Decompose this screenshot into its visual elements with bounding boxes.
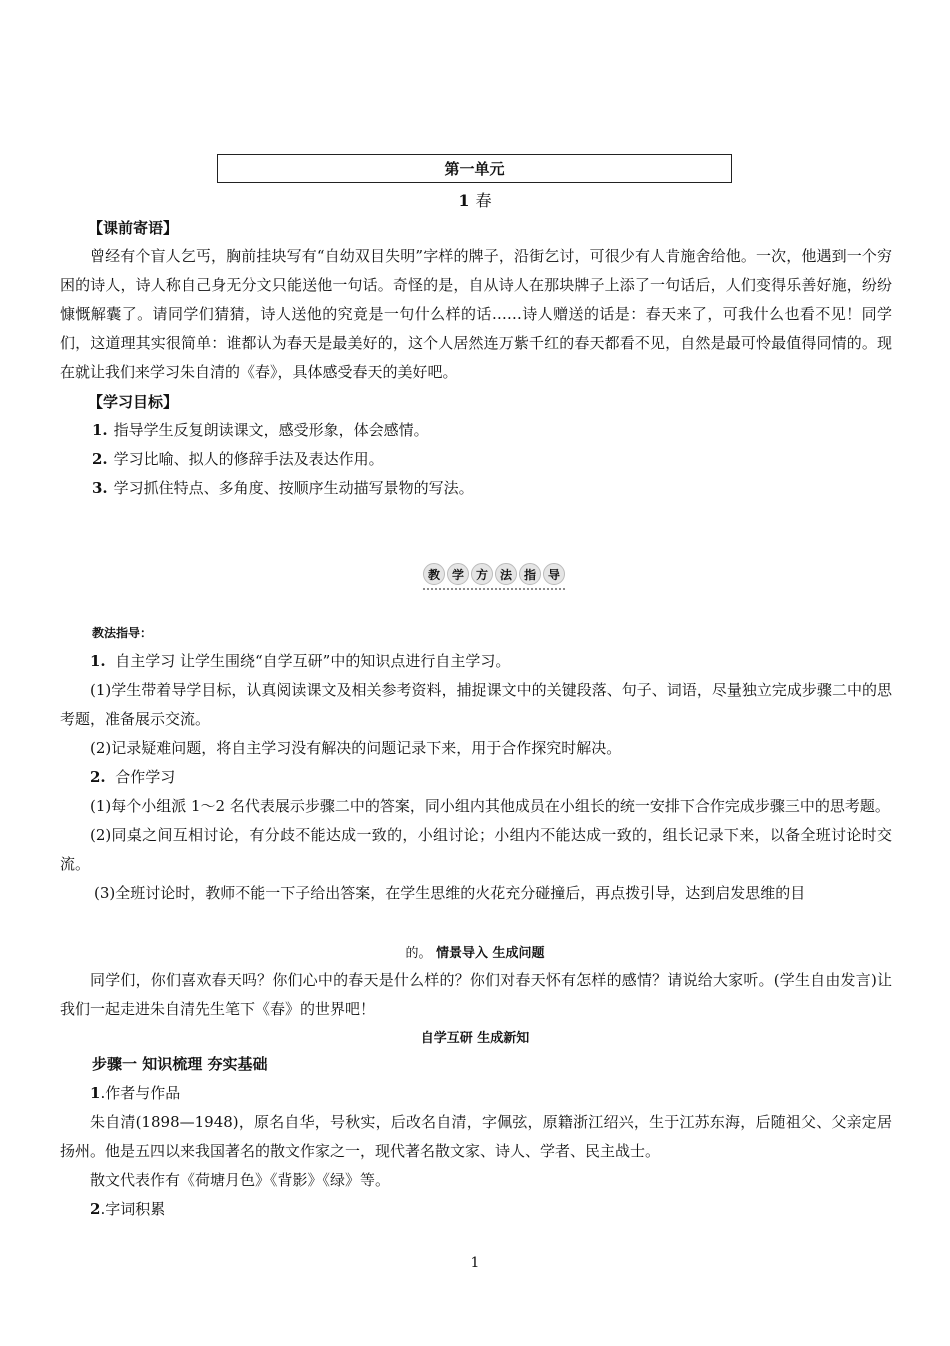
goal-item: 1. 指导学生反复朗读课文，感受形象，体会感情。 — [92, 421, 429, 439]
teaching-method-banner — [423, 562, 565, 586]
preface-paragraph — [60, 242, 892, 387]
guide-line: (3)全班讨论时，教师不能一下子给出答案，在学生思维的火花充分碰撞后，再点拨引导，达到启发思维的目 — [94, 884, 806, 902]
guide-body — [60, 647, 892, 908]
lesson-number: 1 — [458, 191, 470, 210]
step-line: 2.字词积累 — [90, 1200, 166, 1218]
teaching-guide-heading: 教法指导： — [92, 626, 153, 640]
step-one-body — [60, 1079, 892, 1224]
step-line: 1.作者与作品 — [90, 1084, 181, 1102]
self-study-heading: 自学互研 生成新知 — [420, 1031, 530, 1046]
goal-item: 2. 学习比喻、拟人的修辞手法及表达作用。 — [92, 450, 384, 468]
section-heading-preface: 【课前寄语】 — [88, 219, 179, 237]
banner-char: 方 — [471, 563, 493, 585]
step-one-heading: 步骤一 知识梳理 夯实基础 — [92, 1055, 268, 1073]
lesson-name: 春 — [475, 191, 492, 210]
step-line: 朱自清(1898—1948)，原名自华，号秋实，后改名自清，字佩弦，原籍浙江绍兴，生于江苏东海，后随祖父、父亲定居扬州。他是五四以来我国著名的散文作家之一，现代著名散文家、诗人、学者、民主战士。 — [60, 1113, 892, 1160]
page-number: 1 — [470, 1255, 480, 1271]
scene-text: 同学们，你们喜欢春天吗？你们心中的春天是什么样的？你们对春天怀有怎样的感情？请说给大家听。(学生自由发言)让我们一起走进朱自清先生笔下《春》的世界吧！ — [60, 971, 892, 1018]
guide-line: 1. 自主学习 让学生围绕“自学互研”中的知识点进行自主学习。 — [90, 652, 511, 670]
goals-list — [92, 416, 474, 503]
step-line: 散文代表作有《荷塘月色》《背影》《绿》等。 — [90, 1171, 391, 1189]
scene-intro-line: 的。 情景导入 生成问题 — [405, 946, 545, 961]
guide-line: (2)同桌之间互相讨论，有分歧不能达成一致的，小组讨论；小组内不能达成一致的，组长记录下来，以备全班讨论时交流。 — [60, 826, 892, 873]
guide-line: 2. 合作学习 — [90, 768, 176, 786]
section-heading-goals: 【学习目标】 — [88, 393, 179, 411]
banner-char: 教 — [423, 563, 445, 585]
unit-title-box — [217, 154, 732, 183]
unit-title: 第一单元 — [444, 160, 505, 178]
banner-char: 法 — [495, 563, 517, 585]
guide-line: (2)记录疑难问题，将自主学习没有解决的问题记录下来，用于合作探究时解决。 — [90, 739, 622, 757]
banner-char: 学 — [447, 563, 469, 585]
preface-text: 曾经有个盲人乞丐，胸前挂块写有“自幼双目失明”字样的牌子，沿街乞讨，可很少有人肯施舍给他。一次，他遇到一个穷困的诗人，诗人称自己身无分文只能送他一句话。奇怪的是，自从诗人在那块牌子上添了一句话后，人们变得乐善好施，纷纷慷慨解囊了。请同学们猜猜，诗人送他的究竟是一句什么样的话……诗人赠送的话是：春天来了，可我什么也看不见！同学们，这道理其实很简单：谁都认为春天是最美好的，这个人居然连万紫千红的春天都看不见，自然是最可怜最值得同情的。现在就让我们来学习朱自清的《春》，具体感受春天的美好吧。 — [60, 247, 892, 381]
scene-paragraph — [60, 966, 892, 1024]
lesson-title — [0, 188, 950, 211]
guide-line: (1)每个小组派 1～2 名代表展示步骤二中的答案，同小组内其他成员在小组长的统一安排下合作完成步骤三中的思考题。 — [90, 797, 890, 815]
banner-underline — [423, 588, 565, 590]
goal-item: 3. 学习抓住特点、多角度、按顺序生动描写景物的写法。 — [92, 479, 474, 497]
guide-line: (1)学生带着导学目标，认真阅读课文及相关参考资料，捕捉课文中的关键段落、句子、词语，尽量独立完成步骤二中的思考题，准备展示交流。 — [60, 681, 892, 728]
banner-char: 导 — [543, 563, 565, 585]
banner-char: 指 — [519, 563, 541, 585]
